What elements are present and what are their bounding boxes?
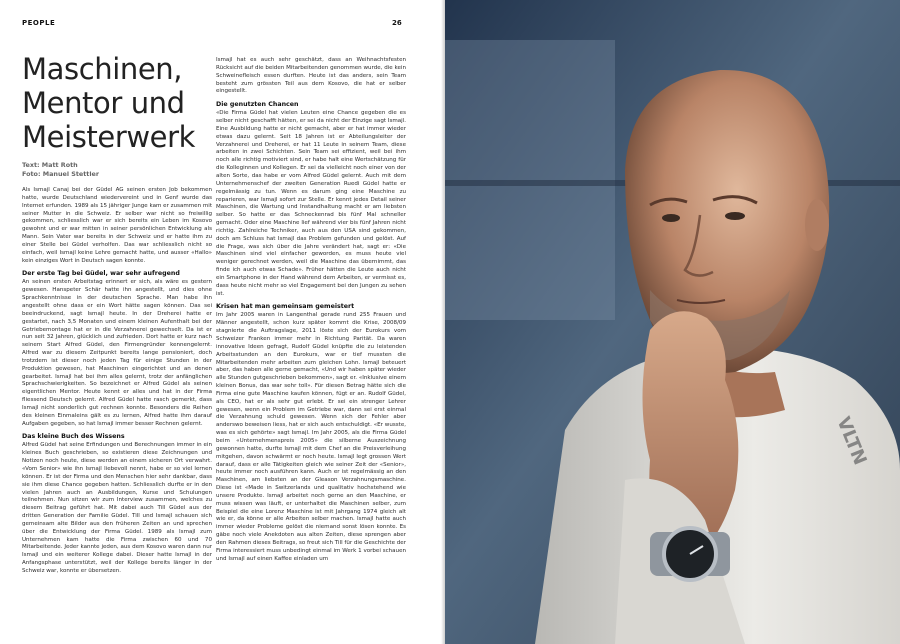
eye-left bbox=[662, 214, 680, 222]
paragraph: Alfred Güdel hat seine Erfindungen und Berechnungen immer in ein kleines Buch geschrieben, so existieren diese Zeichnungen und Notizen noch heute, diese werden an einem sicheren Ort verwahrt. «Vom Senior» wie ihn Ismajl liebevoll nennt, habe er so viel lernen können. Er ist der Firma und den Menschen hier sehr dankbar, dass sie ihm diese Chance gegeben hatten. Schliesslich durfte er in den vielen Jahren auch an Ausbildungen, Kurse und Schulungen teilnehmen. Nun sitzen wir zum Interview zusammen, welches zu diesem Beitrag geführt hat. Mit dabei auch Till Güdel aus der dritten Generation der Familie Güdel. Till und Ismajl schauen sich gemeinsam alte Bilder aus den früheren Zeiten an und sprechen über die Entwicklung der Firma Güdel. 1989 als Ismajl zum Unternehmen kam hatte die Firma zwischen 60 und 70 Mitarbeitende. Jeder kannte jeden, aus dem Kosovo waren dann nur Ismajl und ein weiterer Kollege dabei. Dieser hatte Ismajl in der Anfangsphase unterstützt, weil der Kollege bereits länger in der Schweiz war, konnte er übersetzen. bbox=[22, 442, 212, 574]
page-number: 26 bbox=[392, 19, 402, 27]
portrait-photo bbox=[445, 0, 900, 644]
subheading: Der erste Tag bei Güdel, war sehr aufregend bbox=[22, 270, 180, 278]
credit-text: Text: Matt Roth bbox=[22, 161, 78, 169]
article-title bbox=[22, 52, 212, 154]
section-label: PEOPLE bbox=[22, 19, 56, 27]
title-line: Meisterwerk bbox=[22, 120, 196, 154]
credit-photo: Foto: Manuel Stettler bbox=[22, 169, 100, 178]
paragraph: «Die Firma Güdel hat vielen Leuten eine Chance gegeben die es selber nicht geschafft hätten, er sei da nicht der Einzige sagt Ismajl. Eine Ausbildung hatte er nicht gemacht, aber er hat immer wieder etwas dazu gelernt. Seit 18 Jahren ist er Abteilungsleiter der Verzahnerei und Dreherei, er hat 11 Leute in seinem Team, diese arbeiten in zwei Schichten. Sein Team sei effizient, weil bei ihm noch alle richtig motiviert sind, er habe halt eine Wertschätzung für die Kolleginnen und Kollegen. Er sei da vielleicht noch einer von der alten Sorte, das habe er vom Alfred Güdel gelernt. Auch mit dem Unternehmenschef der zweiten Generation Ruedi Güdel hatte er regelmässig zu tun. Wenn es darum ging eine Maschine zu reparieren, war Ismajl sofort zur Stelle. Er kennt jedes Detail seiner Maschinen, die Wartung und Instandhaltung macht er am liebsten selber. So hatte er das Schneckenrad bis fünf Mal schneller gemacht. Oder eine Maschine lief während vier bis fünf Jahren nicht richtig. Zahlreiche Techniker, auch aus den USA sind gekommen, doch am Schluss hat Ismajl das Problem gefunden und gelöst. Auf die Frage, was sich über die Jahre verändert hat, sagt er: «Die Maschinen sind viel einfacher geworden, es muss heute viel weniger gerechnet werden, weil die Maschine das übernimmt, das finde ich auch etwas Schade». Früher hätten die Leute auch nicht ein Smartphone in der Hand während dem Arbeiten, er vermisst es, dass heute nicht mehr so viel Engagement bei den Jungen zu sehen ist. bbox=[216, 110, 406, 297]
eye-right bbox=[725, 212, 745, 220]
ear bbox=[805, 199, 829, 251]
credits bbox=[22, 161, 99, 178]
subheading: Das kleine Buch des Wissens bbox=[22, 433, 125, 441]
portrait-illustration bbox=[445, 0, 900, 644]
left-page bbox=[0, 0, 443, 644]
paragraph: Im Jahr 2005 waren in Langenthal gerade rund 255 Frauen und Männer angestellt, schon kurz später kommt die Krise, 2008/09 stagnierte die Auftragslage, 2011 löste sich der Eurokurs vom Schweizer Franken immer mehr in Richtung Parität. Da waren innovative Ideen gefragt, Rudolf Güdel knüpfte die zu leistenden Arbeitsstunden an den Eurokurs, war er tief mussten die Mitarbeitenden mehr arbeiten zum gleichen Lohn. Ismajl beteuert aber, das haben alle gerne gemacht, «Und wir haben später wieder alle Stunden gutgeschrieben bekommen», sagt er. «Inklusive einem kleinen Bonus, das war sehr toll». Für diesen Betrag hätte sich die Firma eine gute Maschine kaufen können, fügt er an. Rudolf Güdel, als CEO, hat er als sehr gut erlebt. Er sei ein strenger Lehrer gewesen, wenn ein Problem im Getriebe war, dann sei erst einmal die Verzahnung schuld gewesen. Wenn sich der Fehler aber anderswo beweisen liess, hat er sich auch entschuldigt. «Er wusste, was es sich gehörte» sagt Ismajl. Im Jahr 2005, als die Firma Güdel beim «Unternehmenspreis 2005» die silberne Auszeichnung gewonnen hatte, durfte Ismajl mit dem Chef an die Preisverleihung mitgehen, davon schwärmt er noch heute. Ismajl legt grossen Wert darauf, dass er alle Tätigkeiten gleich wie seiner Zeit der «Senior», heute immer noch ausführen kann. Auch er ist regelmässig an den Maschinen, am liebsten an der Gleason Verzahnungsmaschine. Diese ist «Made in Switzerlands und qualitativ hochstehend wie unsere Produkte. Ismajl arbeitet noch gerne an den Maschine, er muss wissen was läuft, er unterhaltet die Maschinen selber, zum Beispiel die eine Lorenz Maschine ist mit Jahrgang 1974 gleich alt wie er, da könne er alle Arbeiten selber machen. Ismajl hatte auch immer wieder Probleme gelöst die niemand sonst lösen konnte. Es gäbe noch viele Anekdoten aus alten Zeiten, diese sprengen aber den Rahmen dieses Beitrags, so freut sich Till für die Geschichte der Firma interessiert muss unbedingt einmal im Werk 1 vorbei schauen und Ismajl auf einen Kaffee einladen um bbox=[216, 312, 406, 562]
title-line: Mentor und bbox=[22, 86, 185, 120]
left-text-column bbox=[22, 187, 212, 637]
paragraph: Als Ismajl Canaj bei der Güdel AG seinen ersten Job bekommen hatte, wurde Deutschland wiedervereint und in Genf wurde das Internet erfunden. 1989 als 15 jähriger Junge kam er zusammen mit seiner Mutter in die Schweiz. Er selber war nicht so freiwillig gekommen, schliesslich war er sich bereits ein Leben im Kosovo gewohnt und er war mitten in seiner persönlichen Entwicklung als Mann. Sein Vater war bereits in der Schweiz und er hatte ihm zu einer Stelle bei Güdel verholfen. Das war schliesslich nicht so einfach, weil Ismajl keine Lehre gemacht hatte, und ausser «Hallo» kein einziges Wort in Deutsch sagen konnte. bbox=[22, 187, 212, 264]
right-text-column bbox=[216, 57, 406, 639]
paragraph: An seinen ersten Arbeitstag erinnert er sich, als wäre es gestern gewesen. Hanspeter Schär hatte ihn angestellt, und dies ohne Sprachkenntnisse in der deutschen Sprache. Man habe ihn angestellt ohne dass er ein Wort hätte sagen können. Das sei beeindruckend, sagt Ismajl heute. In der Dreherei hatte er gestartet, nach 3,5 Monaten und einem kleinen Aufenthalt bei der Getriebemontage hat er in die Verzahnerei gewechselt. Da ist er nun seit 32 Jahren, glücklich und zufrieden. Dort hatte er kurz nach seinem Start Alfred Güdel, den Firmengründer kennengelernt. Alfred war zu diesem Zeitpunkt bereits lange pensioniert, doch trotzdem ist dieser noch jeden Tag für einige Stunden in der Produktion gewesen, hat Maschinen eingerichtet und an denen gearbeitet. Ismajl hat bei ihm alles gelernt, trotz der anfänglichen Sprachschwierigkeiten. So bezeichnet er Alfred Güdel als seinen eigentlichen Mentor. Heute kennt er alles und hat in der Firma fliessend Deutsch gelernt. Alfred Güdel hatte rasch gemerkt, dass Ismajl nicht sonderlich gut rechnen konnte. Besonders die Reihen des kleinen Einmaleins gält es zu lernen, Alfred hatte ihm darauf Aufgaben gegeben, so hat Ismajl immer besser Rechnen gelernt. bbox=[22, 279, 212, 427]
subheading: Die genutzten Chancen bbox=[216, 101, 299, 109]
title-line: Maschinen, bbox=[22, 52, 183, 86]
sweater-logo: VLTN bbox=[832, 414, 871, 469]
subheading: Krisen hat man gemeinsam gemeistert bbox=[216, 303, 355, 311]
paragraph: Ismajl hat es auch sehr geschätzt, dass an Weihnachtsfesten Rücksicht auf die beiden Mitarbeitenden genommen wurde, die kein Schweinefleisch essen durften. Heute ist das anders, sein Team besteht zum grössten Teil aus dem Kosovo, die hat er selber eingestellt. bbox=[216, 57, 406, 95]
